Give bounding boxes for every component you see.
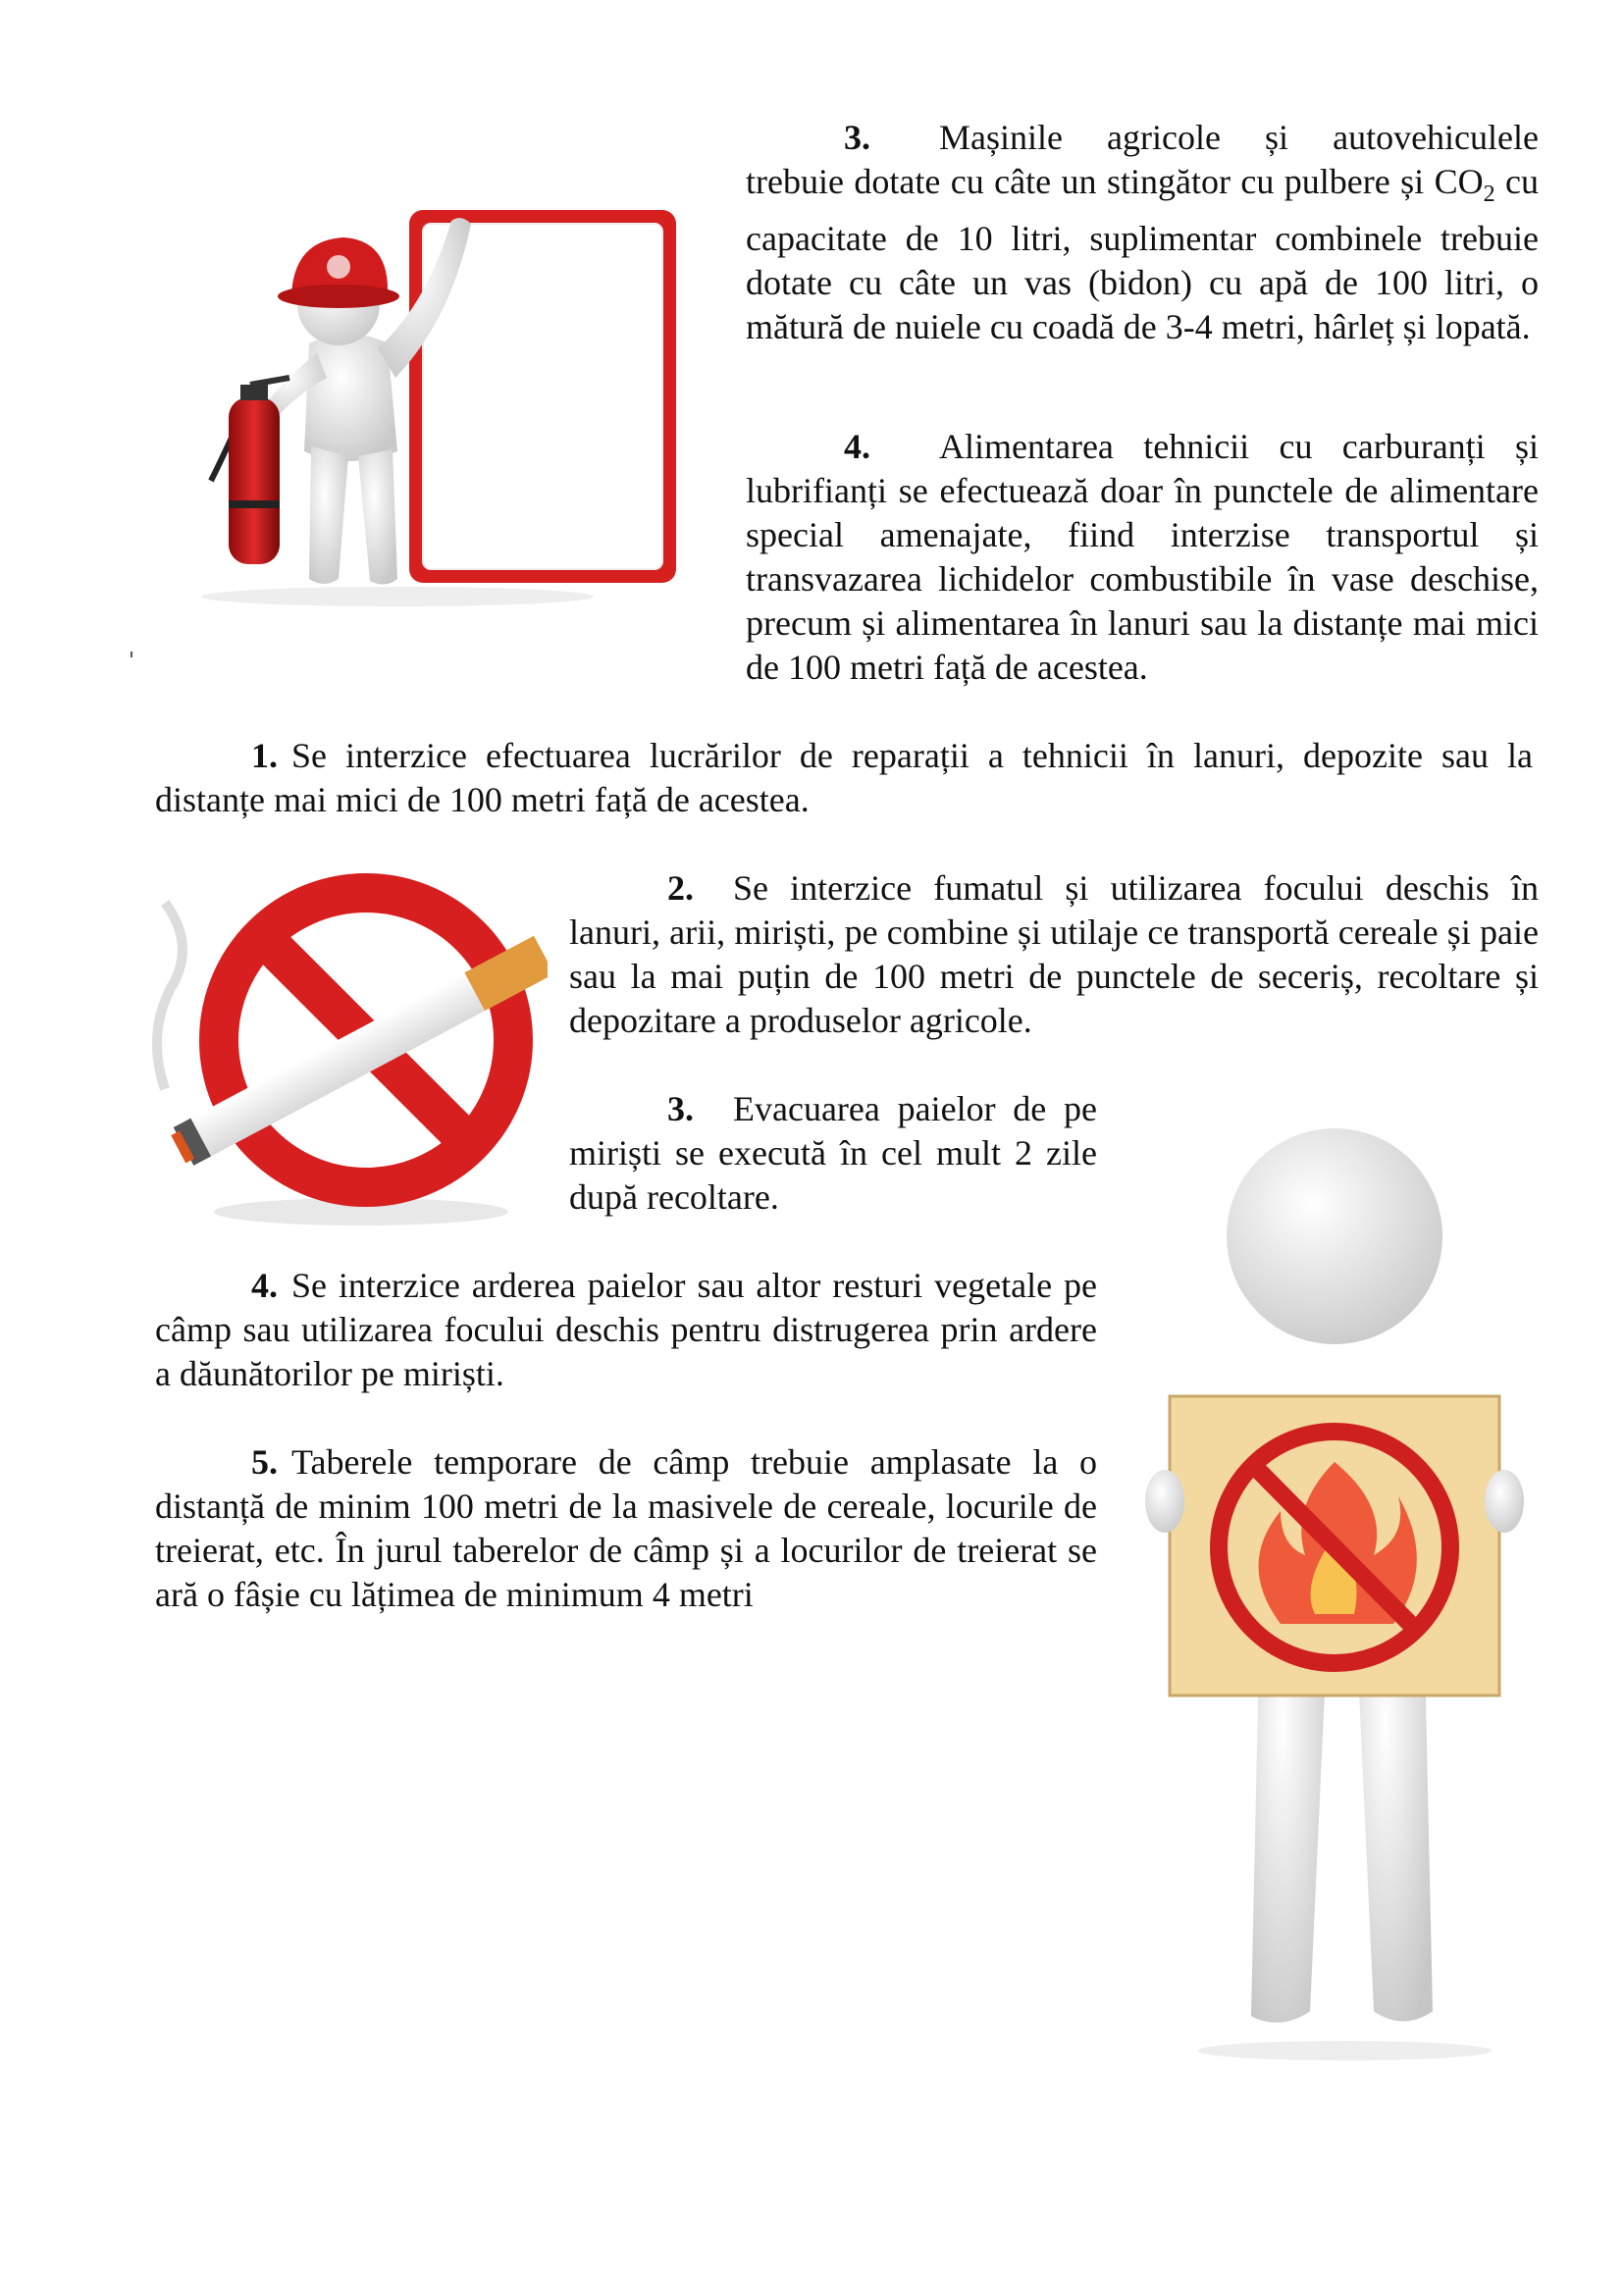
paragraph-number: 4. (251, 1266, 278, 1305)
paragraph-number: 1. (251, 736, 278, 775)
paragraph-4-fueling (746, 425, 1539, 690)
paragraph-number: 3. (667, 1089, 694, 1128)
paragraph-3-straw (569, 1087, 1097, 1220)
paragraph-text: Alimentarea tehnicii cu carburanți și lubrifianți se efectuează doar în punctele de alimentare special amenajate, fiind interzise transportul și transvazarea lichidelor combustibile în vase deschise, precum și alimentarea în lanuri sau la distanțe mai mici de 100 metri față de acestea. (746, 427, 1539, 687)
paragraph-4-burning (155, 1264, 1097, 1396)
paragraph-number: 2. (667, 868, 694, 908)
stray-mark (131, 652, 132, 657)
paragraph-5-camps (155, 1440, 1097, 1617)
no-smoking-illustration (145, 863, 548, 1236)
paragraph-text: Se interzice arderea paielor sau altor resturi vegetale pe câmp sau utilizarea focului deschis pentru distrugerea prin ardere a dăunătorilor pe miriști. (155, 1266, 1097, 1393)
paragraph-text: Se interzice efectuarea lucrărilor de reparații a tehnicii în lanuri, depozite sau la distanțe mai mici de 100 metri față de acestea. (155, 736, 1533, 819)
subscript: 2 (1483, 182, 1495, 208)
paragraph-number: 5. (251, 1442, 278, 1482)
no-fire-illustration (1143, 1123, 1526, 2065)
paragraph-number: 3. (844, 118, 870, 157)
paragraph-3-equipment (746, 116, 1539, 349)
paragraph-text: Se interzice fumatul și utilizarea focului deschis în lanuri, arii, miriști, pe combine și utilaje ce transportă cereale și paie sau la mai puțin de 100 metri de punctele de seceriș, recoltare și depozitare a produselor agricole. (569, 868, 1539, 1040)
firefighter-illustration (201, 157, 692, 608)
paragraph-text: Taberele temporare de câmp trebuie amplasate la o distanță de minim 100 metri de la masivele de cereale, locurile de treierat, etc. În jurul taberelor de câmp și a locurilor de treierat se ară o fâșie cu lățimea de minimum 4 metri (155, 1442, 1097, 1614)
paragraph-text: Mașinile agricole și autovehiculele trebuie dotate cu câte un stingător cu pulbere și CO (746, 118, 1539, 201)
paragraph-text-cont: cu capacitate de 10 litri, suplimentar combinele trebuie dotate cu câte un vas (bidon) cu apă de 100 litri, o mătură de nuiele cu coadă de 3-4 metri, hârleț și lopată. (746, 162, 1539, 347)
paragraph-1-repairs (155, 734, 1533, 822)
paragraph-text: Evacuarea paielor de pe miriști se execută în cel mult 2 zile după recoltare. (569, 1089, 1097, 1217)
paragraph-2-smoking (569, 866, 1539, 1043)
paragraph-number: 4. (844, 427, 870, 466)
